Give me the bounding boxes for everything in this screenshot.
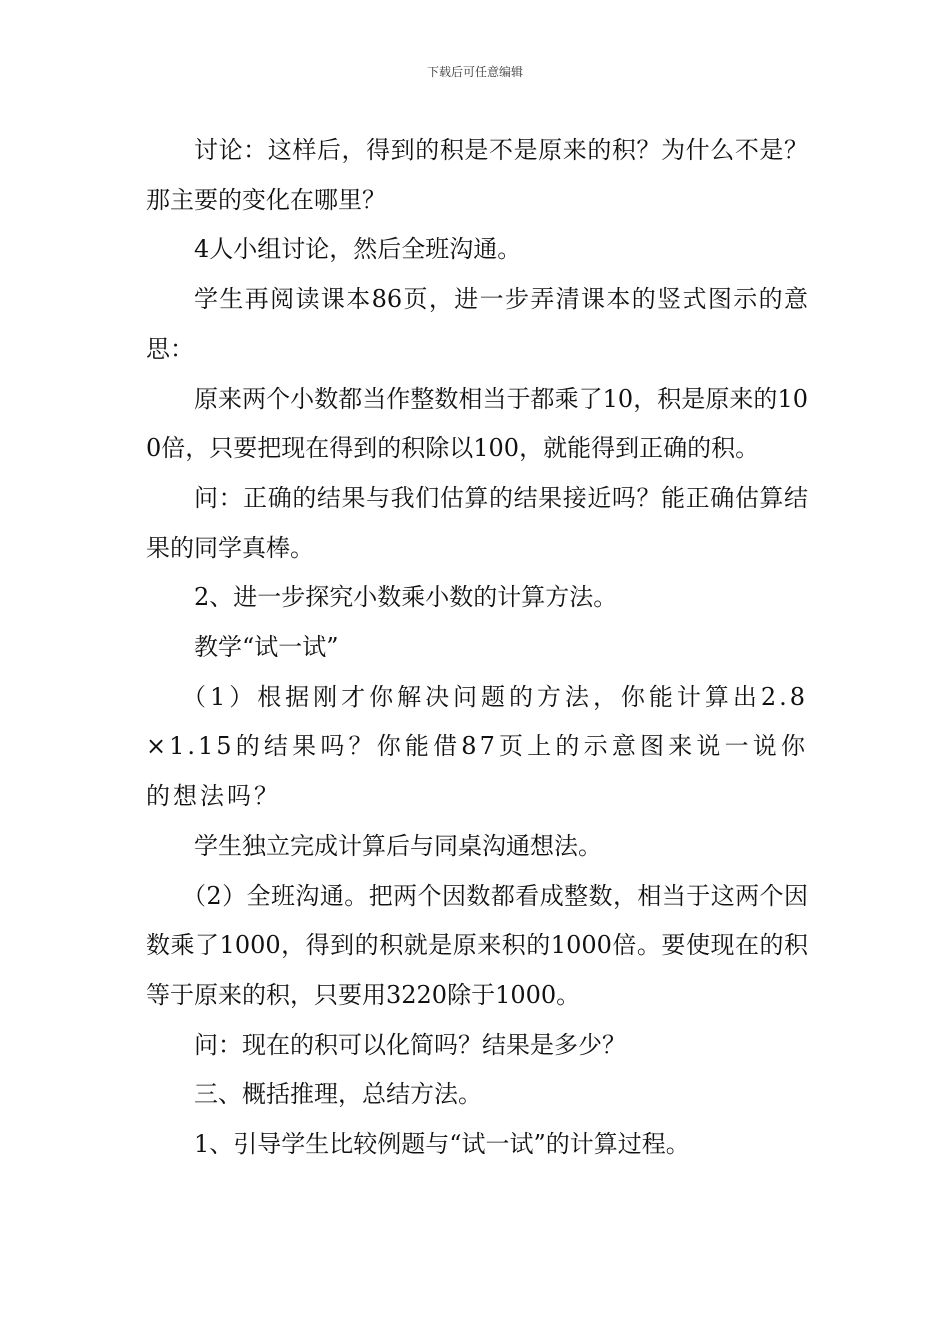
paragraph-part-2: （2）全班沟通。把两个因数都看成整数，相当于这两个因数乘了1000，得到的积就是原来积的1000倍。要使现在的积等于原来的积，只要用3220除于1000。	[146, 881, 808, 1009]
paragraph-simplify-question: 问：现在的积可以化简吗？结果是多少？	[194, 1030, 626, 1059]
paragraph-section-3-heading: 三、概括推理，总结方法。	[194, 1080, 482, 1109]
paragraph-part-1: （1）根据刚才你解决问题的方法，你能计算出2.8×1.15的结果吗？你能借87页上的示意图来说一说你的想法吗？	[146, 682, 808, 811]
document-body	[146, 126, 808, 1170]
paragraph-step-2: 2、进一步探究小数乘小数的计算方法。	[194, 583, 618, 612]
paragraph-reread-textbook: 学生再阅读课本86页，进一步弄清课本的竖式图示的意思：	[146, 285, 808, 363]
paragraph-estimate-question: 问：正确的结果与我们估算的结果接近吗？能正确估算结果的同学真棒。	[146, 483, 808, 562]
paragraph-compare-processes: 1、引导学生比较例题与“试一试”的计算过程。	[194, 1130, 690, 1159]
paragraph-discussion-question: 讨论：这样后，得到的积是不是原来的积？为什么不是？那主要的变化在哪里？	[146, 136, 808, 214]
page-header: 下载后可任意编辑	[426, 65, 523, 79]
paragraph-explanation: 原来两个小数都当作整数相当于都乘了10，积是原来的100倍，只要把现在得到的积除以100，就能得到正确的积。	[146, 384, 808, 463]
paragraph-group-discussion: 4人小组讨论，然后全班沟通。	[194, 235, 522, 264]
paragraph-try-it-heading: 教学“试一试”	[194, 633, 339, 662]
paragraph-independent-work: 学生独立完成计算后与同桌沟通想法。	[194, 831, 602, 860]
